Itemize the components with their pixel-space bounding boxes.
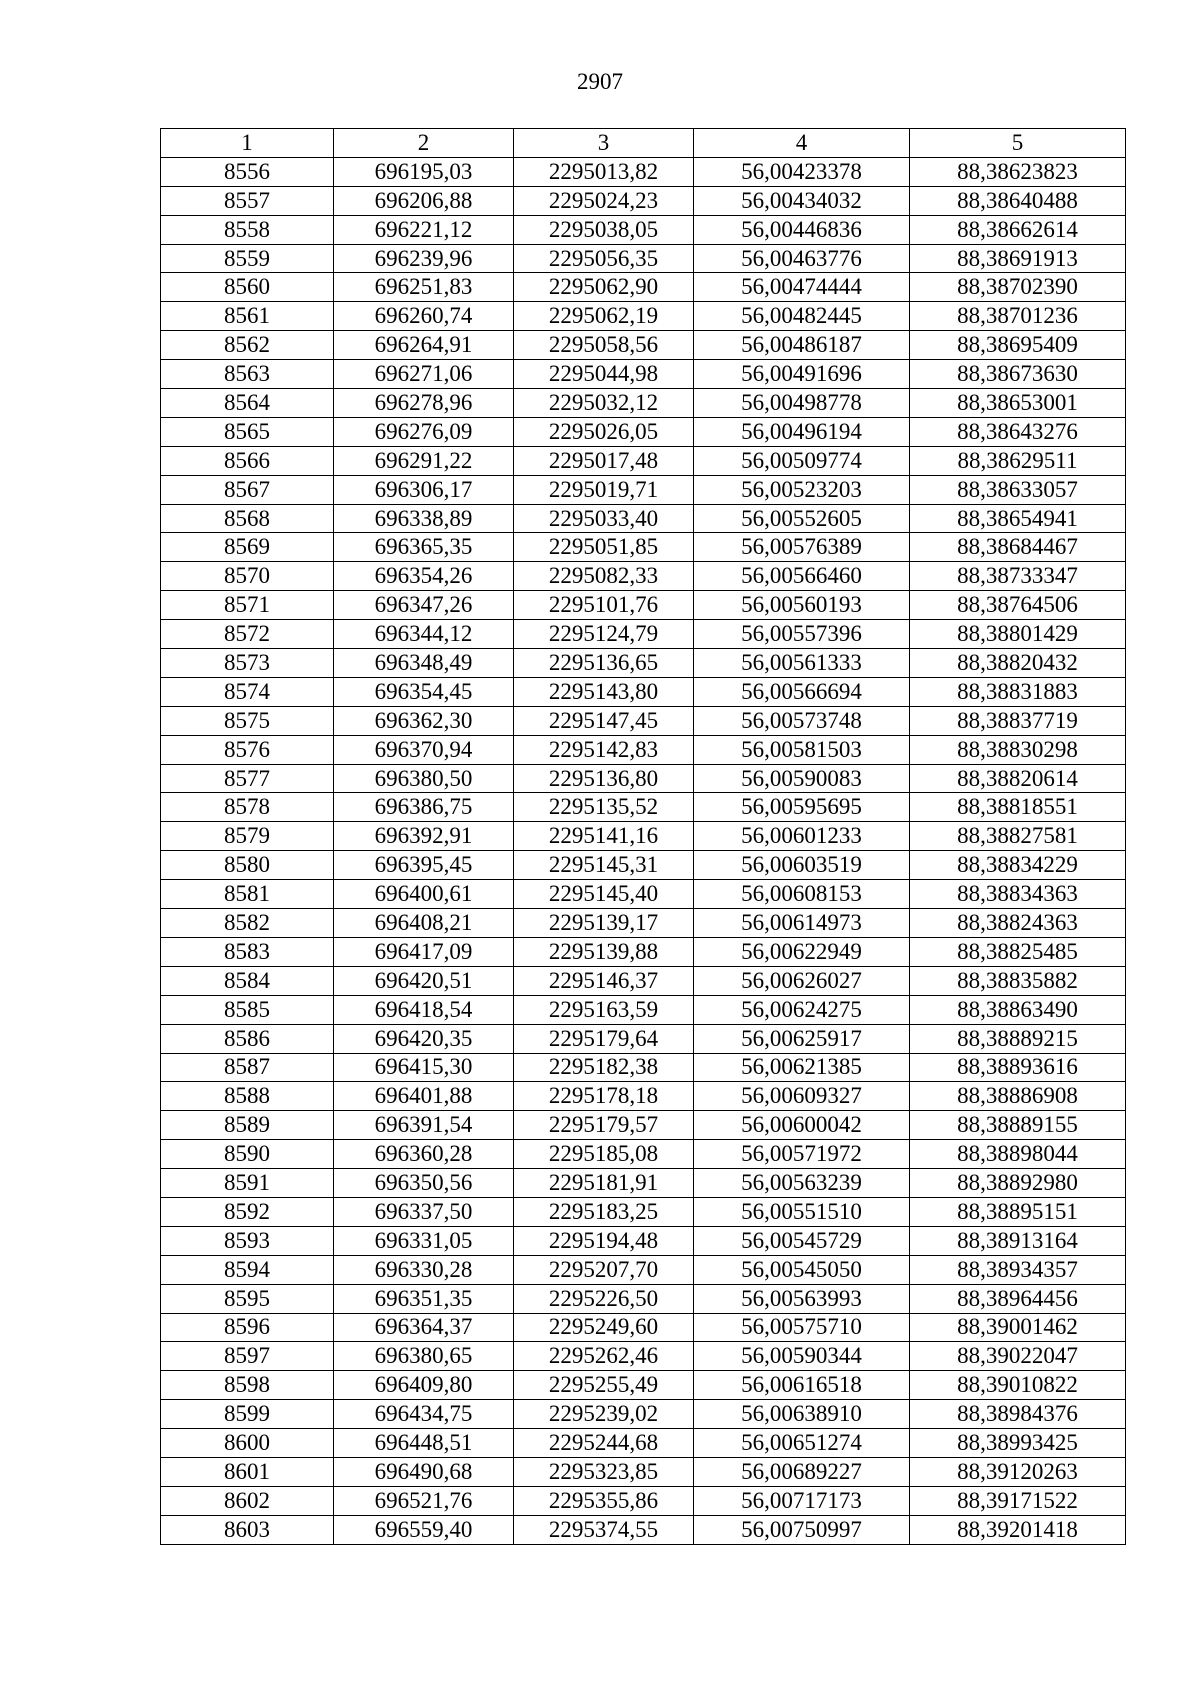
table-row [161, 851, 1126, 880]
y-coordinate-cell: 2295139,17 [514, 909, 694, 938]
longitude-cell: 88,38702390 [910, 273, 1126, 302]
x-coordinate-cell: 696408,21 [334, 909, 514, 938]
point-number-cell: 8586 [161, 1024, 334, 1053]
longitude-cell: 88,38964456 [910, 1284, 1126, 1313]
longitude-cell: 88,38889215 [910, 1024, 1126, 1053]
point-number-cell: 8598 [161, 1371, 334, 1400]
column-header: 5 [910, 129, 1126, 158]
longitude-cell: 88,38863490 [910, 995, 1126, 1024]
longitude-cell: 88,38629511 [910, 446, 1126, 475]
latitude-cell: 56,00498778 [694, 389, 910, 418]
longitude-cell: 88,38984376 [910, 1400, 1126, 1429]
point-number-cell: 8571 [161, 591, 334, 620]
table-row [161, 533, 1126, 562]
x-coordinate-cell: 696365,35 [334, 533, 514, 562]
table-row [161, 157, 1126, 186]
point-number-cell: 8596 [161, 1313, 334, 1342]
latitude-cell: 56,00496194 [694, 417, 910, 446]
y-coordinate-cell: 2295051,85 [514, 533, 694, 562]
x-coordinate-cell: 696395,45 [334, 851, 514, 880]
x-coordinate-cell: 696347,26 [334, 591, 514, 620]
y-coordinate-cell: 2295207,70 [514, 1255, 694, 1284]
y-coordinate-cell: 2295255,49 [514, 1371, 694, 1400]
y-coordinate-cell: 2295136,65 [514, 649, 694, 678]
x-coordinate-cell: 696338,89 [334, 504, 514, 533]
point-number-cell: 8603 [161, 1515, 334, 1544]
latitude-cell: 56,00463776 [694, 244, 910, 273]
longitude-cell: 88,38695409 [910, 331, 1126, 360]
x-coordinate-cell: 696348,49 [334, 649, 514, 678]
longitude-cell: 88,38684467 [910, 533, 1126, 562]
x-coordinate-cell: 696364,37 [334, 1313, 514, 1342]
latitude-cell: 56,00581503 [694, 735, 910, 764]
table-row [161, 360, 1126, 389]
point-number-cell: 8583 [161, 937, 334, 966]
point-number-cell: 8584 [161, 966, 334, 995]
point-number-cell: 8595 [161, 1284, 334, 1313]
latitude-cell: 56,00551510 [694, 1197, 910, 1226]
y-coordinate-cell: 2295323,85 [514, 1457, 694, 1486]
latitude-cell: 56,00609327 [694, 1082, 910, 1111]
table-row [161, 1053, 1126, 1082]
point-number-cell: 8585 [161, 995, 334, 1024]
longitude-cell: 88,39001462 [910, 1313, 1126, 1342]
column-header: 2 [334, 129, 514, 158]
latitude-cell: 56,00423378 [694, 157, 910, 186]
table-row [161, 302, 1126, 331]
table-row [161, 446, 1126, 475]
latitude-cell: 56,00573748 [694, 706, 910, 735]
x-coordinate-cell: 696351,35 [334, 1284, 514, 1313]
latitude-cell: 56,00638910 [694, 1400, 910, 1429]
x-coordinate-cell: 696400,61 [334, 880, 514, 909]
latitude-cell: 56,00625917 [694, 1024, 910, 1053]
x-coordinate-cell: 696415,30 [334, 1053, 514, 1082]
latitude-cell: 56,00651274 [694, 1429, 910, 1458]
y-coordinate-cell: 2295082,33 [514, 562, 694, 591]
y-coordinate-cell: 2295056,35 [514, 244, 694, 273]
x-coordinate-cell: 696417,09 [334, 937, 514, 966]
x-coordinate-cell: 696195,03 [334, 157, 514, 186]
y-coordinate-cell: 2295017,48 [514, 446, 694, 475]
point-number-cell: 8573 [161, 649, 334, 678]
longitude-cell: 88,38764506 [910, 591, 1126, 620]
longitude-cell: 88,38830298 [910, 735, 1126, 764]
longitude-cell: 88,38818551 [910, 793, 1126, 822]
point-number-cell: 8578 [161, 793, 334, 822]
point-number-cell: 8597 [161, 1342, 334, 1371]
x-coordinate-cell: 696521,76 [334, 1486, 514, 1515]
longitude-cell: 88,38898044 [910, 1140, 1126, 1169]
y-coordinate-cell: 2295058,56 [514, 331, 694, 360]
x-coordinate-cell: 696354,45 [334, 677, 514, 706]
table-row [161, 1226, 1126, 1255]
longitude-cell: 88,38825485 [910, 937, 1126, 966]
table-row [161, 764, 1126, 793]
y-coordinate-cell: 2295143,80 [514, 677, 694, 706]
y-coordinate-cell: 2295136,80 [514, 764, 694, 793]
latitude-cell: 56,00491696 [694, 360, 910, 389]
latitude-cell: 56,00563239 [694, 1169, 910, 1198]
point-number-cell: 8565 [161, 417, 334, 446]
latitude-cell: 56,00486187 [694, 331, 910, 360]
x-coordinate-cell: 696420,35 [334, 1024, 514, 1053]
y-coordinate-cell: 2295185,08 [514, 1140, 694, 1169]
longitude-cell: 88,38886908 [910, 1082, 1126, 1111]
longitude-cell: 88,38820432 [910, 649, 1126, 678]
latitude-cell: 56,00545729 [694, 1226, 910, 1255]
point-number-cell: 8557 [161, 186, 334, 215]
latitude-cell: 56,00595695 [694, 793, 910, 822]
latitude-cell: 56,00626027 [694, 966, 910, 995]
y-coordinate-cell: 2295179,57 [514, 1111, 694, 1140]
y-coordinate-cell: 2295179,64 [514, 1024, 694, 1053]
y-coordinate-cell: 2295147,45 [514, 706, 694, 735]
point-number-cell: 8577 [161, 764, 334, 793]
table-row [161, 1082, 1126, 1111]
x-coordinate-cell: 696239,96 [334, 244, 514, 273]
latitude-cell: 56,00622949 [694, 937, 910, 966]
y-coordinate-cell: 2295141,16 [514, 822, 694, 851]
latitude-cell: 56,00552605 [694, 504, 910, 533]
y-coordinate-cell: 2295145,40 [514, 880, 694, 909]
table-row [161, 1457, 1126, 1486]
point-number-cell: 8587 [161, 1053, 334, 1082]
point-number-cell: 8559 [161, 244, 334, 273]
longitude-cell: 88,39022047 [910, 1342, 1126, 1371]
table-row [161, 1515, 1126, 1544]
point-number-cell: 8576 [161, 735, 334, 764]
y-coordinate-cell: 2295178,18 [514, 1082, 694, 1111]
point-number-cell: 8564 [161, 389, 334, 418]
point-number-cell: 8560 [161, 273, 334, 302]
latitude-cell: 56,00590344 [694, 1342, 910, 1371]
point-number-cell: 8568 [161, 504, 334, 533]
table-row [161, 822, 1126, 851]
latitude-cell: 56,00600042 [694, 1111, 910, 1140]
longitude-cell: 88,38831883 [910, 677, 1126, 706]
longitude-cell: 88,38673630 [910, 360, 1126, 389]
x-coordinate-cell: 696418,54 [334, 995, 514, 1024]
y-coordinate-cell: 2295163,59 [514, 995, 694, 1024]
x-coordinate-cell: 696392,91 [334, 822, 514, 851]
latitude-cell: 56,00616518 [694, 1371, 910, 1400]
y-coordinate-cell: 2295026,05 [514, 417, 694, 446]
longitude-cell: 88,38623823 [910, 157, 1126, 186]
y-coordinate-cell: 2295033,40 [514, 504, 694, 533]
latitude-cell: 56,00717173 [694, 1486, 910, 1515]
longitude-cell: 88,38835882 [910, 966, 1126, 995]
x-coordinate-cell: 696362,30 [334, 706, 514, 735]
longitude-cell: 88,38895151 [910, 1197, 1126, 1226]
page-number: 2907 [577, 69, 623, 94]
header-row [161, 129, 1126, 158]
y-coordinate-cell: 2295032,12 [514, 389, 694, 418]
point-number-cell: 8590 [161, 1140, 334, 1169]
longitude-cell: 88,39120263 [910, 1457, 1126, 1486]
y-coordinate-cell: 2295183,25 [514, 1197, 694, 1226]
table-row [161, 475, 1126, 504]
table-row [161, 591, 1126, 620]
longitude-cell: 88,38820614 [910, 764, 1126, 793]
latitude-cell: 56,00621385 [694, 1053, 910, 1082]
table-row [161, 1024, 1126, 1053]
longitude-cell: 88,38654941 [910, 504, 1126, 533]
column-header: 1 [161, 129, 334, 158]
latitude-cell: 56,00601233 [694, 822, 910, 851]
table-row [161, 273, 1126, 302]
point-number-cell: 8600 [161, 1429, 334, 1458]
latitude-cell: 56,00590083 [694, 764, 910, 793]
table-row [161, 389, 1126, 418]
table-row [161, 244, 1126, 273]
point-number-cell: 8593 [161, 1226, 334, 1255]
x-coordinate-cell: 696409,80 [334, 1371, 514, 1400]
latitude-cell: 56,00608153 [694, 880, 910, 909]
latitude-cell: 56,00560193 [694, 591, 910, 620]
table-row [161, 562, 1126, 591]
point-number-cell: 8558 [161, 215, 334, 244]
point-number-cell: 8589 [161, 1111, 334, 1140]
longitude-cell: 88,38893616 [910, 1053, 1126, 1082]
x-coordinate-cell: 696330,28 [334, 1255, 514, 1284]
longitude-cell: 88,38801429 [910, 620, 1126, 649]
table-row [161, 1197, 1126, 1226]
y-coordinate-cell: 2295244,68 [514, 1429, 694, 1458]
table-row [161, 620, 1126, 649]
coordinates-table [160, 128, 1126, 1545]
latitude-cell: 56,00563993 [694, 1284, 910, 1313]
latitude-cell: 56,00603519 [694, 851, 910, 880]
table-row [161, 1140, 1126, 1169]
latitude-cell: 56,00509774 [694, 446, 910, 475]
y-coordinate-cell: 2295145,31 [514, 851, 694, 880]
table-row [161, 677, 1126, 706]
point-number-cell: 8561 [161, 302, 334, 331]
table-row [161, 1400, 1126, 1429]
table-row [161, 1342, 1126, 1371]
table-row [161, 966, 1126, 995]
point-number-cell: 8566 [161, 446, 334, 475]
y-coordinate-cell: 2295062,90 [514, 273, 694, 302]
longitude-cell: 88,38993425 [910, 1429, 1126, 1458]
x-coordinate-cell: 696331,05 [334, 1226, 514, 1255]
point-number-cell: 8592 [161, 1197, 334, 1226]
column-header: 4 [694, 129, 910, 158]
latitude-cell: 56,00474444 [694, 273, 910, 302]
latitude-cell: 56,00434032 [694, 186, 910, 215]
latitude-cell: 56,00750997 [694, 1515, 910, 1544]
y-coordinate-cell: 2295146,37 [514, 966, 694, 995]
x-coordinate-cell: 696354,26 [334, 562, 514, 591]
x-coordinate-cell: 696559,40 [334, 1515, 514, 1544]
y-coordinate-cell: 2295101,76 [514, 591, 694, 620]
y-coordinate-cell: 2295355,86 [514, 1486, 694, 1515]
longitude-cell: 88,38834229 [910, 851, 1126, 880]
y-coordinate-cell: 2295044,98 [514, 360, 694, 389]
x-coordinate-cell: 696260,74 [334, 302, 514, 331]
y-coordinate-cell: 2295239,02 [514, 1400, 694, 1429]
point-number-cell: 8588 [161, 1082, 334, 1111]
table-row [161, 504, 1126, 533]
x-coordinate-cell: 696337,50 [334, 1197, 514, 1226]
point-number-cell: 8567 [161, 475, 334, 504]
longitude-cell: 88,38640488 [910, 186, 1126, 215]
table-row [161, 215, 1126, 244]
longitude-cell: 88,38662614 [910, 215, 1126, 244]
longitude-cell: 88,38701236 [910, 302, 1126, 331]
point-number-cell: 8556 [161, 157, 334, 186]
latitude-cell: 56,00575710 [694, 1313, 910, 1342]
longitude-cell: 88,38827581 [910, 822, 1126, 851]
y-coordinate-cell: 2295142,83 [514, 735, 694, 764]
table-row [161, 995, 1126, 1024]
point-number-cell: 8601 [161, 1457, 334, 1486]
table-row [161, 706, 1126, 735]
longitude-cell: 88,39010822 [910, 1371, 1126, 1400]
table-row [161, 1429, 1126, 1458]
x-coordinate-cell: 696306,17 [334, 475, 514, 504]
point-number-cell: 8580 [161, 851, 334, 880]
point-number-cell: 8591 [161, 1169, 334, 1198]
y-coordinate-cell: 2295226,50 [514, 1284, 694, 1313]
x-coordinate-cell: 696278,96 [334, 389, 514, 418]
x-coordinate-cell: 696271,06 [334, 360, 514, 389]
y-coordinate-cell: 2295181,91 [514, 1169, 694, 1198]
point-number-cell: 8582 [161, 909, 334, 938]
table-row [161, 909, 1126, 938]
y-coordinate-cell: 2295139,88 [514, 937, 694, 966]
x-coordinate-cell: 696221,12 [334, 215, 514, 244]
table-row [161, 331, 1126, 360]
table-row [161, 793, 1126, 822]
latitude-cell: 56,00571972 [694, 1140, 910, 1169]
y-coordinate-cell: 2295135,52 [514, 793, 694, 822]
table-row [161, 649, 1126, 678]
y-coordinate-cell: 2295024,23 [514, 186, 694, 215]
x-coordinate-cell: 696448,51 [334, 1429, 514, 1458]
x-coordinate-cell: 696391,54 [334, 1111, 514, 1140]
table-row [161, 1169, 1126, 1198]
y-coordinate-cell: 2295374,55 [514, 1515, 694, 1544]
longitude-cell: 88,38913164 [910, 1226, 1126, 1255]
latitude-cell: 56,00566694 [694, 677, 910, 706]
table-row [161, 1255, 1126, 1284]
table-row [161, 937, 1126, 966]
point-number-cell: 8575 [161, 706, 334, 735]
column-header: 3 [514, 129, 694, 158]
table-row [161, 1371, 1126, 1400]
latitude-cell: 56,00689227 [694, 1457, 910, 1486]
x-coordinate-cell: 696401,88 [334, 1082, 514, 1111]
x-coordinate-cell: 696360,28 [334, 1140, 514, 1169]
x-coordinate-cell: 696344,12 [334, 620, 514, 649]
y-coordinate-cell: 2295038,05 [514, 215, 694, 244]
point-number-cell: 8570 [161, 562, 334, 591]
table-row [161, 1284, 1126, 1313]
y-coordinate-cell: 2295262,46 [514, 1342, 694, 1371]
longitude-cell: 88,38834363 [910, 880, 1126, 909]
point-number-cell: 8562 [161, 331, 334, 360]
latitude-cell: 56,00545050 [694, 1255, 910, 1284]
y-coordinate-cell: 2295194,48 [514, 1226, 694, 1255]
point-number-cell: 8569 [161, 533, 334, 562]
x-coordinate-cell: 696370,94 [334, 735, 514, 764]
table-row [161, 735, 1126, 764]
longitude-cell: 88,38837719 [910, 706, 1126, 735]
longitude-cell: 88,38934357 [910, 1255, 1126, 1284]
longitude-cell: 88,38643276 [910, 417, 1126, 446]
x-coordinate-cell: 696350,56 [334, 1169, 514, 1198]
latitude-cell: 56,00614973 [694, 909, 910, 938]
y-coordinate-cell: 2295124,79 [514, 620, 694, 649]
x-coordinate-cell: 696420,51 [334, 966, 514, 995]
y-coordinate-cell: 2295062,19 [514, 302, 694, 331]
longitude-cell: 88,38653001 [910, 389, 1126, 418]
longitude-cell: 88,38691913 [910, 244, 1126, 273]
table-row [161, 1111, 1126, 1140]
latitude-cell: 56,00523203 [694, 475, 910, 504]
longitude-cell: 88,39201418 [910, 1515, 1126, 1544]
table-body [161, 157, 1126, 1544]
point-number-cell: 8599 [161, 1400, 334, 1429]
point-number-cell: 8574 [161, 677, 334, 706]
y-coordinate-cell: 2295182,38 [514, 1053, 694, 1082]
longitude-cell: 88,38633057 [910, 475, 1126, 504]
x-coordinate-cell: 696291,22 [334, 446, 514, 475]
table-row [161, 1313, 1126, 1342]
latitude-cell: 56,00482445 [694, 302, 910, 331]
longitude-cell: 88,38733347 [910, 562, 1126, 591]
latitude-cell: 56,00576389 [694, 533, 910, 562]
x-coordinate-cell: 696276,09 [334, 417, 514, 446]
point-number-cell: 8579 [161, 822, 334, 851]
point-number-cell: 8602 [161, 1486, 334, 1515]
y-coordinate-cell: 2295013,82 [514, 157, 694, 186]
x-coordinate-cell: 696490,68 [334, 1457, 514, 1486]
x-coordinate-cell: 696251,83 [334, 273, 514, 302]
point-number-cell: 8572 [161, 620, 334, 649]
latitude-cell: 56,00557396 [694, 620, 910, 649]
x-coordinate-cell: 696434,75 [334, 1400, 514, 1429]
y-coordinate-cell: 2295249,60 [514, 1313, 694, 1342]
longitude-cell: 88,38889155 [910, 1111, 1126, 1140]
table-row [161, 880, 1126, 909]
point-number-cell: 8563 [161, 360, 334, 389]
latitude-cell: 56,00566460 [694, 562, 910, 591]
longitude-cell: 88,38892980 [910, 1169, 1126, 1198]
point-number-cell: 8581 [161, 880, 334, 909]
point-number-cell: 8594 [161, 1255, 334, 1284]
x-coordinate-cell: 696380,50 [334, 764, 514, 793]
longitude-cell: 88,38824363 [910, 909, 1126, 938]
latitude-cell: 56,00624275 [694, 995, 910, 1024]
latitude-cell: 56,00446836 [694, 215, 910, 244]
x-coordinate-cell: 696386,75 [334, 793, 514, 822]
table-row [161, 417, 1126, 446]
latitude-cell: 56,00561333 [694, 649, 910, 678]
x-coordinate-cell: 696380,65 [334, 1342, 514, 1371]
longitude-cell: 88,39171522 [910, 1486, 1126, 1515]
y-coordinate-cell: 2295019,71 [514, 475, 694, 504]
table-row [161, 1486, 1126, 1515]
x-coordinate-cell: 696264,91 [334, 331, 514, 360]
table-row [161, 186, 1126, 215]
x-coordinate-cell: 696206,88 [334, 186, 514, 215]
